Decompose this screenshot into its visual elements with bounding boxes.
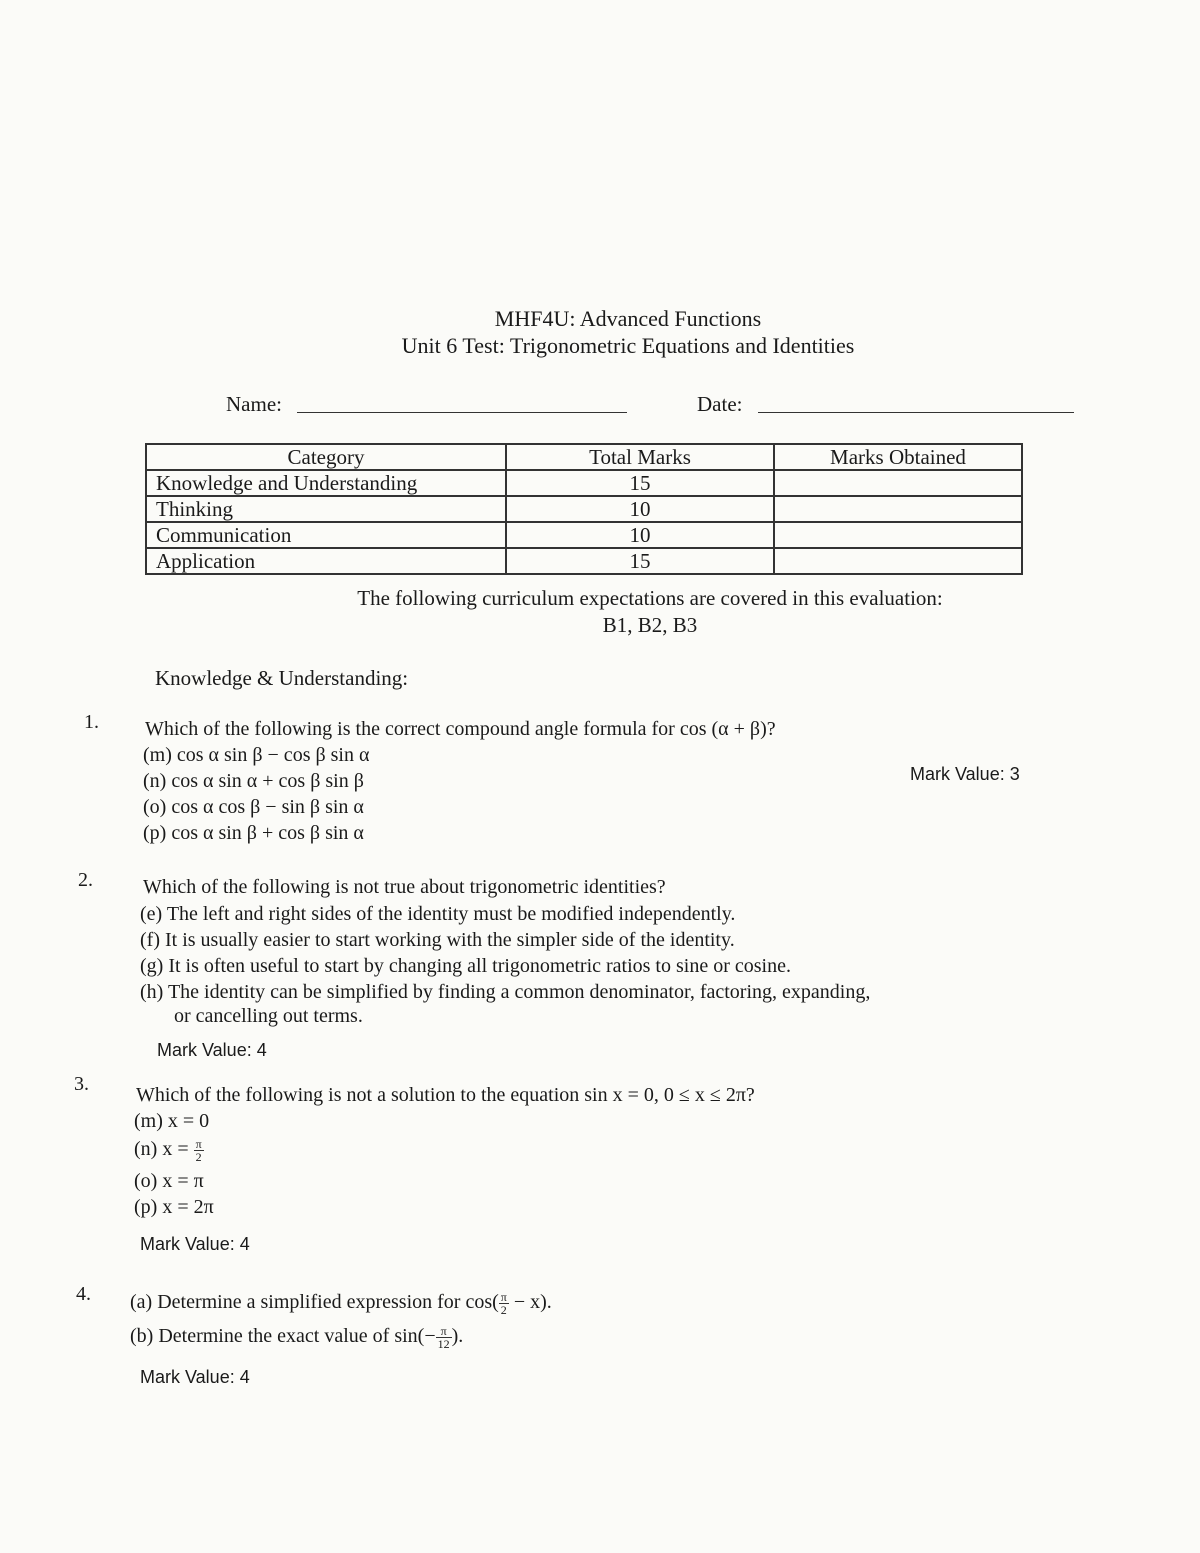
name-field[interactable] [297,412,627,413]
category-cell: Communication [146,522,506,548]
question-2-option: (e) The left and right sides of the identity must be modified independently. [140,903,736,925]
table-row [146,548,1022,574]
question-1-option: (p) cos α sin β + cos β sin α [143,822,364,844]
question-3-option-text: (n) x = [134,1138,189,1161]
header-category: Category [146,444,506,470]
question-2-option: (g) It is often useful to start by changing all trigonometric ratios to sine or cosine. [140,955,791,977]
fraction-denominator: 12 [437,1337,450,1351]
table-row [146,496,1022,522]
part-b-text-end: ). [451,1325,464,1348]
part-a-text-end: − x). [508,1291,552,1314]
table-row [146,522,1022,548]
question-1-number: 1. [84,711,99,733]
name-label: Name: [226,392,282,416]
expectations-line: The following curriculum expectations are covered in this evaluation: [357,586,943,610]
total-cell: 10 [506,522,774,548]
pi-over-2-fraction [194,1138,204,1163]
marks-table [145,443,1023,575]
fraction-numerator: π [195,1137,202,1151]
obtained-cell[interactable] [774,548,1022,574]
pi-over-12-fraction [436,1325,452,1350]
total-cell: 15 [506,470,774,496]
category-cell: Application [146,548,506,574]
question-2-option: or cancelling out terms. [174,1005,363,1027]
header-total: Total Marks [506,444,774,470]
question-2-stem: Which of the following is not true about trigonometric identities? [143,876,666,898]
obtained-cell[interactable] [774,522,1022,548]
question-4-mark: Mark Value: 4 [140,1367,250,1387]
question-3-option [134,1138,204,1163]
pi-over-2-fraction [499,1291,509,1316]
fraction-numerator: π [436,1325,452,1338]
obtained-cell[interactable] [774,496,1022,522]
table-row [146,470,1022,496]
category-cell: Thinking [146,496,506,522]
question-3-mark: Mark Value: 4 [140,1234,250,1254]
fraction-numerator: π [500,1290,507,1304]
fraction-denominator: 2 [195,1150,202,1164]
date-label: Date: [697,392,743,416]
question-3-option: (m) x = 0 [134,1110,210,1132]
question-4-number: 4. [76,1283,91,1305]
question-1-stem: Which of the following is the correct compound angle formula for cos (α + β)? [145,718,776,740]
unit-title: Unit 6 Test: Trigonometric Equations and Identities [401,333,855,358]
course-title: MHF4U: Advanced Functions [494,306,762,331]
fraction-denominator: 2 [500,1303,507,1317]
question-1-option: (n) cos α sin α + cos β sin β [143,770,364,792]
question-2-mark: Mark Value: 4 [157,1040,267,1060]
question-1-option: (o) cos α cos β − sin β sin α [143,796,364,818]
expectations-codes: B1, B2, B3 [602,613,698,637]
question-2-option: (h) The identity can be simplified by finding a common denominator, factoring, expanding, [140,981,871,1003]
header-obtained: Marks Obtained [774,444,1022,470]
part-a-text: (a) Determine a simplified expression for cos( [130,1291,499,1314]
total-cell: 10 [506,496,774,522]
question-3-number: 3. [74,1073,89,1095]
question-2-number: 2. [78,869,93,891]
question-3-stem: Which of the following is not a solution to the equation sin x = 0, 0 ≤ x ≤ 2π? [136,1084,755,1106]
question-1-option: (m) cos α sin β − cos β sin α [143,744,370,766]
question-1-mark: Mark Value: 3 [910,764,1020,784]
part-b-text: (b) Determine the exact value of sin(− [130,1325,436,1348]
question-4-part-b [130,1325,463,1350]
category-cell: Knowledge and Understanding [146,470,506,496]
table-header-row [146,444,1022,470]
question-2-option: (f) It is usually easier to start working with the simpler side of the identity. [140,929,735,951]
section-title: Knowledge & Understanding: [155,666,409,690]
obtained-cell[interactable] [774,470,1022,496]
question-3-option: (o) x = π [134,1170,204,1192]
total-cell: 15 [506,548,774,574]
date-field[interactable] [758,412,1074,413]
question-3-option: (p) x = 2π [134,1196,214,1218]
question-4-part-a [130,1291,552,1316]
